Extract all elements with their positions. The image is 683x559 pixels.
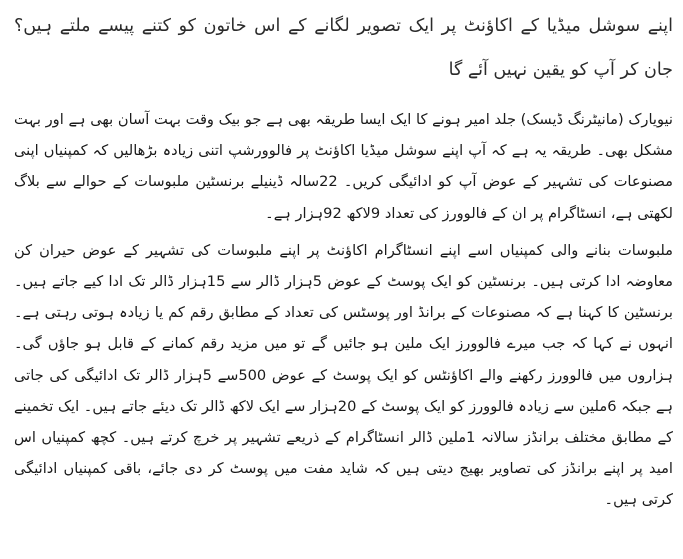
article-paragraph-payments: ملبوسات بنانے والی کمپنیاں اسے اپنے انسٹاگرام اکاؤنٹ پر اپنے ملبوسات کی تشہیر کے عوض حیران کن معاوضہ ادا کرتی ہیں۔ برنسٹین کو ایک پوسٹ کے عوض 5ہزار ڈالر سے 15ہزار ڈالر تک ادا کیے جاتے ہیں۔ برنسٹین کا کہنا ہے کہ مصنوعات کے برانڈ اور پوسٹس کی تعداد کے مطابق رقم کم یا زیادہ ہوتی رہتی ہے۔ انہوں نے کہا کہ جب میرے فالوورز ایک ملین ہو جائیں گے تو میں مزید رقم کمانے کے قابل ہو جاؤں گی۔ ہزاروں میں فالوورز رکھنے والے اکاؤنٹس کو ایک پوسٹ کے عوض 500سے 5ہزار ڈالر تک ادائیگی کی جاتی ہے جبکہ 6ملین سے زیادہ فالوورز کو ایک پوسٹ کے 20ہزار سے ایک لاکھ ڈالر تک دیئے جاتے ہیں۔ ایک تخمینے کے مطابق مختلف برانڈز سالانہ 1ملین ڈالر انسٹاگرام کے ذریعے تشہیر پر خرچ کرتے ہیں۔ کچھ کمپنیاں اس امید پر اپنے برانڈز کی تصاویر بھیج دیتی ہیں کہ شاید مفت میں پوسٹ کر دی جائے، باقی کمپنیاں ادائیگی کرتی ہیں۔ (14, 241, 673, 509)
article-paragraph-intro: نیویارک (مانیٹرنگ ڈیسک) جلد امیر ہونے کا ایک ایسا طریقہ بھی ہے جو بیک وقت بہت آسان بھی ہے اور بہت مشکل بھی۔ طریقہ یہ ہے کہ آپ اپنے سوشل میڈیا اکاؤنٹ پر فالوورشپ اتنی زیادہ بڑھالیں کہ کمپنیاں اپنی مصنوعات کی تشہیر کے عوض آپ کو ادائیگی کریں۔ 22سالہ ڈینیلے برنسٹین ملبوسات کے حوالے سے بلاگ لکھتی ہے، انسٹاگرام پر ان کے فالوورز کی تعداد 9لاکھ 92ہزار ہے۔ (14, 111, 673, 222)
article-body (14, 104, 673, 516)
article-headline: اپنے سوشل میڈیا کے اکاؤنٹ پر ایک تصویر لگانے کے اس خاتون کو کتنے پیسے ملتے ہیں؟ جان کر آپ کو یقین نہیں آئے گا (14, 16, 673, 80)
